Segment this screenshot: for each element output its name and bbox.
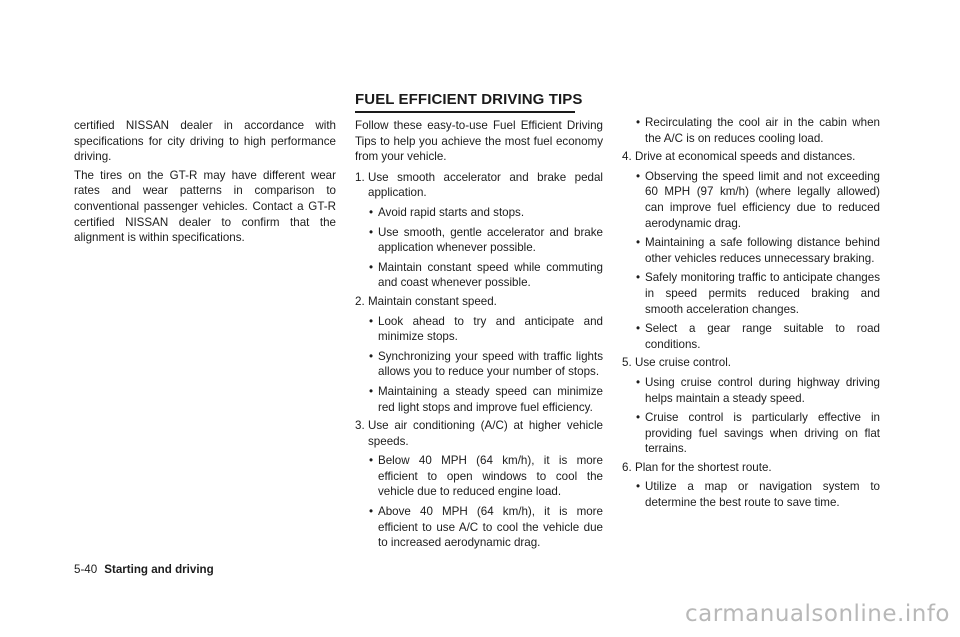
step-number: 4. — [622, 150, 632, 164]
bullet-item: • Using cruise control during highway driving helps maintain a steady speed. — [645, 375, 880, 406]
bullet-item: • Recirculating the cool air in the cabin when the A/C is on reduces cooling load. — [645, 115, 880, 146]
step-number: 6. — [622, 460, 632, 474]
section-intro: Follow these easy-to-use Fuel Efficient Driving Tips to help you achieve the most fuel economy from your vehicle. — [355, 119, 603, 164]
bullet-item: • Avoid rapid starts and stops. — [378, 205, 603, 221]
step-item — [355, 418, 603, 551]
page-number: 5-40 — [74, 563, 98, 576]
step-item — [355, 294, 603, 415]
step-item — [622, 355, 880, 457]
bullet-item: • Select a gear range suitable to road conditions. — [645, 321, 880, 352]
step-item — [622, 460, 880, 511]
step-item — [355, 170, 603, 291]
bullet-item: • Synchronizing your speed with traffic lights allows you to reduce your number of stops. — [378, 349, 603, 380]
bullet-item: • Use smooth, gentle accelerator and brake application whenever possible. — [378, 225, 603, 256]
page-footer — [74, 563, 214, 576]
bullet-item: • Observing the speed limit and not exceeding 60 MPH (97 km/h) (where legally allowed) can improve fuel efficiency due to reduced aerodynamic drag. — [645, 169, 880, 231]
step-text: Drive at economical speeds and distances. — [635, 150, 856, 164]
bullet-item: • Look ahead to try and anticipate and minimize stops. — [378, 314, 603, 345]
watermark: carmanualsonline.info — [684, 601, 950, 627]
step-text: Use air conditioning (A/C) at higher vehicle speeds. — [368, 419, 603, 448]
step-number: 2. — [355, 294, 365, 308]
step-number: 3. — [355, 419, 365, 433]
left-column — [74, 118, 336, 246]
step-number: 1. — [355, 170, 365, 184]
paragraph: The tires on the GT-R may have different wear rates and wear patterns in comparison to conventional passenger vehicles. Contact a GT-R certified NISSAN dealer to confirm that the alignment is within specifications. — [74, 168, 336, 245]
bullet-item: • Maintain constant speed while commuting and coast whenever possible. — [378, 260, 603, 291]
bullet-item: • Maintaining a safe following distance behind other vehicles reduces unnecessary braking. — [645, 235, 880, 266]
bullet-item: • Safely monitoring traffic to anticipate changes in speed permits reduced braking and smooth acceleration changes. — [645, 270, 880, 317]
footer-section-title: Starting and driving — [104, 563, 214, 576]
step-item — [622, 149, 880, 352]
step-text: Plan for the shortest route. — [635, 460, 772, 474]
bullet-item: • Maintaining a steady speed can minimize red light stops and improve fuel efficiency. — [378, 384, 603, 415]
step-text: Use smooth accelerator and brake pedal application. — [368, 170, 603, 200]
bullet-item: • Above 40 MPH (64 km/h), it is more efficient to use A/C to cool the vehicle due to increased aerodynamic drag. — [378, 504, 603, 551]
bullet-item: • Utilize a map or navigation system to determine the best route to save time. — [645, 479, 880, 510]
bullet-item: • Below 40 MPH (64 km/h), it is more efficient to open windows to cool the vehicle due to reduced engine load. — [378, 453, 603, 500]
middle-column — [355, 118, 603, 551]
step-text: Maintain constant speed. — [368, 294, 497, 308]
section-heading: FUEL EFFICIENT DRIVING TIPS — [355, 92, 575, 113]
right-column — [622, 111, 880, 511]
paragraph: certified NISSAN dealer in accordance with specifications for city driving to high performance driving. — [74, 119, 336, 164]
step-text: Use cruise control. — [635, 356, 732, 370]
bullet-item: • Cruise control is particularly effective in providing fuel savings when driving on flat terrains. — [645, 410, 880, 457]
step-number: 5. — [622, 356, 632, 370]
